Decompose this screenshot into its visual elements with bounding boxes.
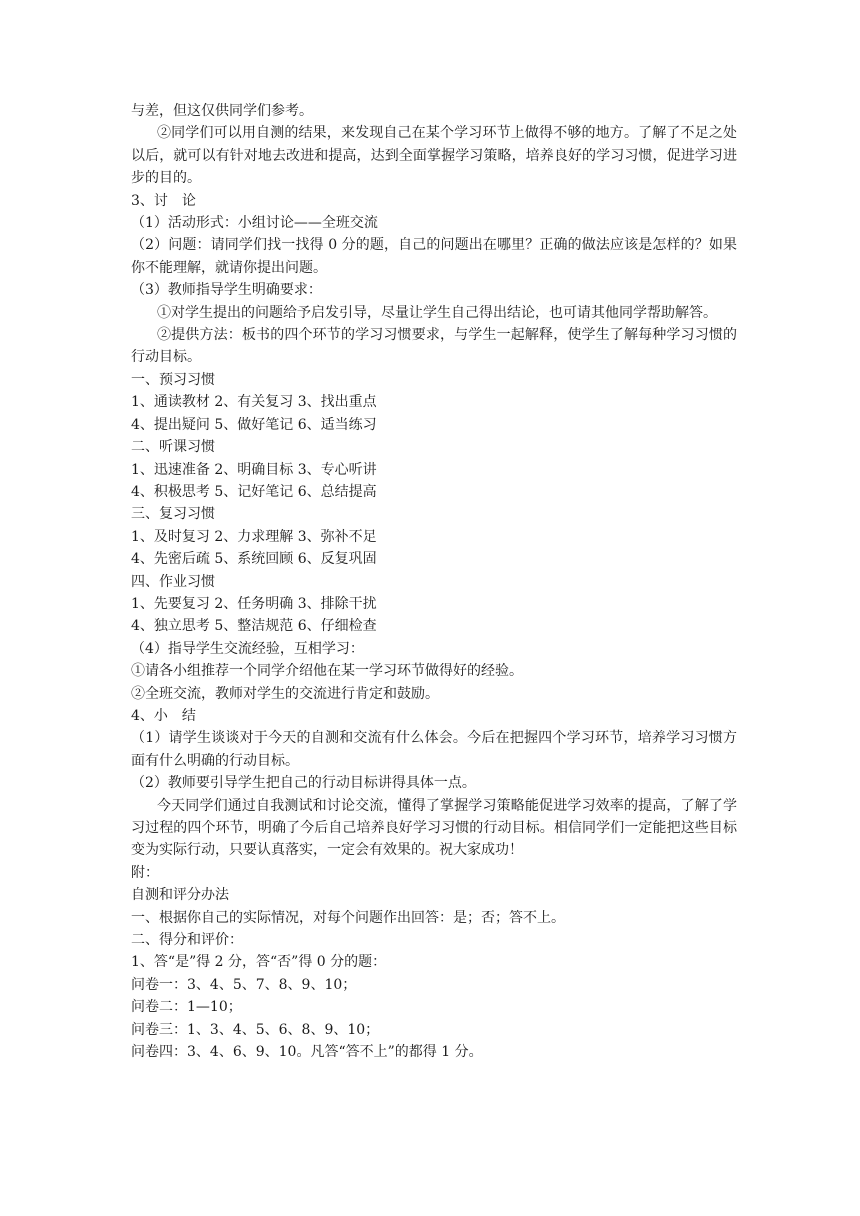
- paragraph: ②提供方法：板书的四个环节的学习习惯要求，与学生一起解释，使学生了解每种学习习惯的行动目标。: [131, 327, 737, 366]
- paragraph: 4、先密后疏 5、系统回顾 6、反复巩固: [131, 551, 377, 568]
- paragraph: 三、复习习惯: [131, 506, 215, 523]
- paragraph: 问卷一：3、4、5、7、8、9、10；: [131, 976, 357, 993]
- paragraph: 四、作业习惯: [131, 573, 215, 590]
- paragraph: （2）问题：请同学们找一找得 0 分的题，自己的问题出在哪里？正确的做法应该是怎样的？如果你不能理解，就请你提出问题。: [131, 237, 737, 276]
- paragraph: 问卷四：3、4、6、9、10。凡答“答不上”的都得 1 分。: [131, 1044, 483, 1061]
- paragraph: ②全班交流，教师对学生的交流进行肯定和鼓励。: [131, 685, 439, 702]
- paragraph: 二、得分和评价：: [131, 932, 243, 949]
- paragraph: 4、提出疑问 5、做好笔记 6、适当练习: [131, 416, 377, 433]
- paragraph: 1、答“是”得 2 分，答“否”得 0 分的题：: [131, 954, 387, 971]
- document-page: [131, 100, 737, 1063]
- paragraph: 1、通读教材 2、有关复习 3、找出重点: [131, 394, 377, 411]
- paragraph: （1）活动形式：小组讨论——全班交流: [131, 215, 378, 232]
- paragraph: 附：: [131, 864, 159, 881]
- paragraph: 自测和评分办法: [131, 887, 229, 904]
- paragraph: ①对学生提出的问题给予启发引导，尽量让学生自己得出结论，也可请其他同学帮助解答。: [157, 304, 717, 321]
- paragraph: ①请各小组推荐一个同学介绍他在某一学习环节做得好的经验。: [131, 663, 523, 680]
- paragraph: 一、根据你自己的实际情况，对每个问题作出回答：是；否；答不上。: [131, 909, 565, 926]
- paragraph: 问卷三：1、3、4、5、6、8、9、10；: [131, 1021, 380, 1038]
- paragraph: 一、预习习惯: [131, 371, 215, 388]
- paragraph: 二、听课习惯: [131, 439, 215, 456]
- paragraph: 3、讨 论: [131, 192, 196, 209]
- paragraph: 今天同学们通过自我测试和讨论交流，懂得了掌握学习策略能促进学习效率的提高，了解了学习过程的四个环节，明确了今后自己培养良好学习习惯的行动目标。相信同学们一定能把这些目标变为实际行动，只要认真落实，一定会有效果的。祝大家成功！: [131, 797, 737, 859]
- paragraph: 4、独立思考 5、整洁规范 6、仔细检查: [131, 618, 377, 635]
- paragraph: （2）教师要引导学生把自己的行动目标讲得具体一点。: [131, 775, 476, 792]
- paragraph: 4、小 结: [131, 707, 196, 724]
- paragraph: 1、迅速准备 2、明确目标 3、专心听讲: [131, 461, 377, 478]
- paragraph: （1）请学生谈谈对于今天的自测和交流有什么体会。今后在把握四个学习环节，培养学习习惯方面有什么明确的行动目标。: [131, 730, 737, 769]
- paragraph: （3）教师指导学生明确要求：: [131, 282, 322, 299]
- paragraph: 1、及时复习 2、力求理解 3、弥补不足: [131, 528, 377, 545]
- paragraph: 1、先要复习 2、任务明确 3、排除干扰: [131, 595, 377, 612]
- paragraph: （4）指导学生交流经验，互相学习：: [131, 640, 364, 657]
- paragraph: ②同学们可以用自测的结果，来发现自己在某个学习环节上做得不够的地方。了解了不足之处以后，就可以有针对地去改进和提高，达到全面掌握学习策略，培养良好的学习习惯，促进学习进步的目的。: [131, 125, 737, 187]
- paragraph: 与差，但这仅供同学们参考。: [131, 103, 313, 119]
- paragraph: 问卷二：1—10；: [131, 999, 242, 1016]
- paragraph: 4、积极思考 5、记好笔记 6、总结提高: [131, 483, 377, 500]
